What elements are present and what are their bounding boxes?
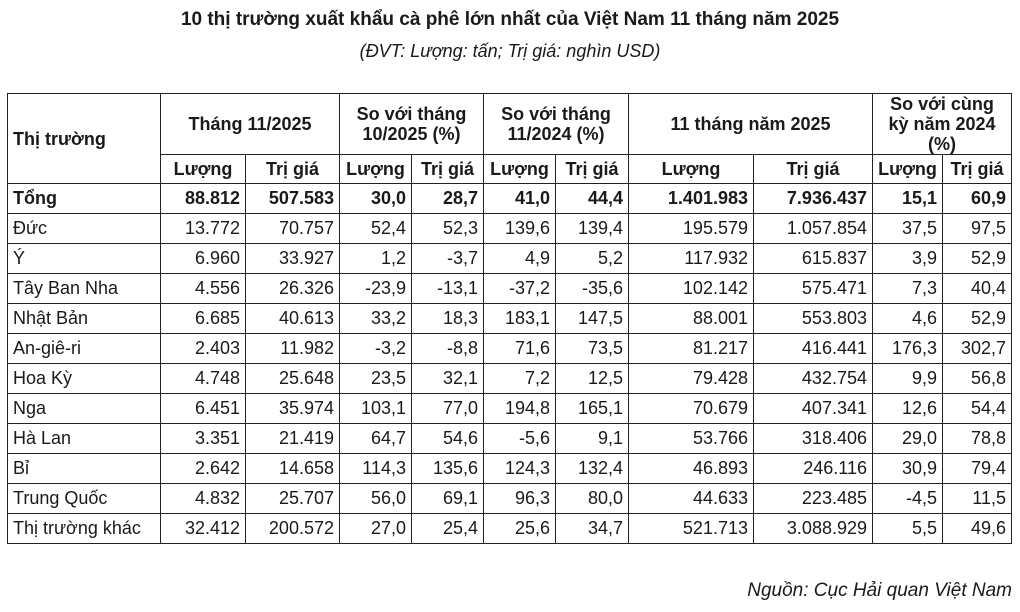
market-name-cell: Hà Lan bbox=[8, 424, 161, 454]
value-cell: -23,9 bbox=[340, 274, 412, 304]
value-cell: 139,4 bbox=[556, 214, 629, 244]
value-cell: -3,7 bbox=[412, 244, 484, 274]
value-cell: 69,1 bbox=[412, 484, 484, 514]
value-cell: 53.766 bbox=[629, 424, 754, 454]
value-cell: 52,3 bbox=[412, 214, 484, 244]
value-cell: 79.428 bbox=[629, 364, 754, 394]
value-cell: 78,8 bbox=[943, 424, 1012, 454]
value-cell: 23,5 bbox=[340, 364, 412, 394]
table-row bbox=[8, 304, 1012, 334]
value-cell: 54,4 bbox=[943, 394, 1012, 424]
table-row bbox=[8, 424, 1012, 454]
value-cell: 80,0 bbox=[556, 484, 629, 514]
value-cell: 6.960 bbox=[161, 244, 246, 274]
value-cell: 77,0 bbox=[412, 394, 484, 424]
market-name-cell: Nga bbox=[8, 394, 161, 424]
market-name-cell: Tổng bbox=[8, 184, 161, 214]
group-header-nov-2025: Tháng 11/2025 bbox=[161, 94, 340, 155]
unit-note: (ĐVT: Lượng: tấn; Trị giá: nghìn USD) bbox=[359, 41, 661, 61]
value-cell: 70.757 bbox=[246, 214, 340, 244]
value-cell: 3.351 bbox=[161, 424, 246, 454]
value-cell: 46.893 bbox=[629, 454, 754, 484]
table-row bbox=[8, 364, 1012, 394]
value-cell: -3,2 bbox=[340, 334, 412, 364]
value-cell: 223.485 bbox=[754, 484, 873, 514]
sub-header-value: Trị giá bbox=[556, 155, 629, 184]
value-cell: 1.401.983 bbox=[629, 184, 754, 214]
market-name-cell: An-giê-ri bbox=[8, 334, 161, 364]
group-header-vs-nov-2024: So với tháng 11/2024 (%) bbox=[484, 94, 629, 155]
table-row bbox=[8, 334, 1012, 364]
value-cell: 147,5 bbox=[556, 304, 629, 334]
table-row bbox=[8, 274, 1012, 304]
table-row bbox=[8, 214, 1012, 244]
value-cell: 5,5 bbox=[873, 514, 943, 544]
value-cell: 56,0 bbox=[340, 484, 412, 514]
export-markets-table bbox=[7, 93, 1012, 544]
value-cell: -13,1 bbox=[412, 274, 484, 304]
value-cell: 4.748 bbox=[161, 364, 246, 394]
market-name-cell: Đức bbox=[8, 214, 161, 244]
value-cell: 12,6 bbox=[873, 394, 943, 424]
sub-header-quantity: Lượng bbox=[873, 155, 943, 184]
value-cell: 28,7 bbox=[412, 184, 484, 214]
value-cell: 117.932 bbox=[629, 244, 754, 274]
sub-header-value: Trị giá bbox=[943, 155, 1012, 184]
value-cell: 507.583 bbox=[246, 184, 340, 214]
value-cell: 246.116 bbox=[754, 454, 873, 484]
value-cell: 34,7 bbox=[556, 514, 629, 544]
sub-header-quantity: Lượng bbox=[340, 155, 412, 184]
value-cell: -8,8 bbox=[412, 334, 484, 364]
sub-header-quantity: Lượng bbox=[161, 155, 246, 184]
value-cell: 124,3 bbox=[484, 454, 556, 484]
market-name-cell: Ý bbox=[8, 244, 161, 274]
group-header-11-months-2025: 11 tháng năm 2025 bbox=[629, 94, 873, 155]
value-cell: 553.803 bbox=[754, 304, 873, 334]
value-cell: 15,1 bbox=[873, 184, 943, 214]
value-cell: 97,5 bbox=[943, 214, 1012, 244]
group-header-vs-same-period-2024: So với cùng kỳ năm 2024 (%) bbox=[873, 94, 1012, 155]
market-name-cell: Trung Quốc bbox=[8, 484, 161, 514]
value-cell: 30,0 bbox=[340, 184, 412, 214]
value-cell: 4.832 bbox=[161, 484, 246, 514]
value-cell: 9,9 bbox=[873, 364, 943, 394]
value-cell: 11,5 bbox=[943, 484, 1012, 514]
value-cell: 13.772 bbox=[161, 214, 246, 244]
value-cell: 176,3 bbox=[873, 334, 943, 364]
value-cell: 18,3 bbox=[412, 304, 484, 334]
sub-header-value: Trị giá bbox=[754, 155, 873, 184]
value-cell: -5,6 bbox=[484, 424, 556, 454]
value-cell: 52,9 bbox=[943, 244, 1012, 274]
market-name-cell: Hoa Kỳ bbox=[8, 364, 161, 394]
value-cell: 14.658 bbox=[246, 454, 340, 484]
market-name-cell: Thị trường khác bbox=[8, 514, 161, 544]
value-cell: 183,1 bbox=[484, 304, 556, 334]
value-cell: 114,3 bbox=[340, 454, 412, 484]
value-cell: 96,3 bbox=[484, 484, 556, 514]
value-cell: 52,4 bbox=[340, 214, 412, 244]
value-cell: 25.648 bbox=[246, 364, 340, 394]
value-cell: -37,2 bbox=[484, 274, 556, 304]
value-cell: 2.403 bbox=[161, 334, 246, 364]
value-cell: 135,6 bbox=[412, 454, 484, 484]
table-row bbox=[8, 244, 1012, 274]
value-cell: 4,6 bbox=[873, 304, 943, 334]
value-cell: 27,0 bbox=[340, 514, 412, 544]
market-name-cell: Tây Ban Nha bbox=[8, 274, 161, 304]
value-cell: 33,2 bbox=[340, 304, 412, 334]
value-cell: 44,4 bbox=[556, 184, 629, 214]
market-name-cell: Nhật Bản bbox=[8, 304, 161, 334]
value-cell: 73,5 bbox=[556, 334, 629, 364]
table-row bbox=[8, 394, 1012, 424]
market-column-header: Thị trường bbox=[8, 94, 161, 184]
value-cell: 32,1 bbox=[412, 364, 484, 394]
value-cell: 32.412 bbox=[161, 514, 246, 544]
value-cell: 7,3 bbox=[873, 274, 943, 304]
value-cell: 1.057.854 bbox=[754, 214, 873, 244]
value-cell: 33.927 bbox=[246, 244, 340, 274]
value-cell: 302,7 bbox=[943, 334, 1012, 364]
value-cell: 195.579 bbox=[629, 214, 754, 244]
header-row-groups bbox=[8, 94, 1012, 155]
source-note: Nguồn: Cục Hải quan Việt Nam bbox=[747, 580, 1012, 601]
value-cell: 79,4 bbox=[943, 454, 1012, 484]
table-row bbox=[8, 514, 1012, 544]
value-cell: 71,6 bbox=[484, 334, 556, 364]
value-cell: 7.936.437 bbox=[754, 184, 873, 214]
value-cell: 52,9 bbox=[943, 304, 1012, 334]
sub-header-value: Trị giá bbox=[412, 155, 484, 184]
table-row bbox=[8, 454, 1012, 484]
value-cell: 25,4 bbox=[412, 514, 484, 544]
value-cell: 139,6 bbox=[484, 214, 556, 244]
value-cell: 49,6 bbox=[943, 514, 1012, 544]
value-cell: 21.419 bbox=[246, 424, 340, 454]
value-cell: 60,9 bbox=[943, 184, 1012, 214]
value-cell: 4.556 bbox=[161, 274, 246, 304]
value-cell: 407.341 bbox=[754, 394, 873, 424]
market-name-cell: Bỉ bbox=[8, 454, 161, 484]
value-cell: 165,1 bbox=[556, 394, 629, 424]
sub-header-value: Trị giá bbox=[246, 155, 340, 184]
value-cell: 40.613 bbox=[246, 304, 340, 334]
value-cell: -4,5 bbox=[873, 484, 943, 514]
value-cell: 194,8 bbox=[484, 394, 556, 424]
value-cell: 41,0 bbox=[484, 184, 556, 214]
value-cell: 9,1 bbox=[556, 424, 629, 454]
value-cell: 70.679 bbox=[629, 394, 754, 424]
value-cell: -35,6 bbox=[556, 274, 629, 304]
table-row bbox=[8, 484, 1012, 514]
value-cell: 25.707 bbox=[246, 484, 340, 514]
value-cell: 200.572 bbox=[246, 514, 340, 544]
value-cell: 3.088.929 bbox=[754, 514, 873, 544]
value-cell: 102.142 bbox=[629, 274, 754, 304]
value-cell: 4,9 bbox=[484, 244, 556, 274]
value-cell: 132,4 bbox=[556, 454, 629, 484]
value-cell: 40,4 bbox=[943, 274, 1012, 304]
value-cell: 575.471 bbox=[754, 274, 873, 304]
value-cell: 88.001 bbox=[629, 304, 754, 334]
value-cell: 432.754 bbox=[754, 364, 873, 394]
value-cell: 615.837 bbox=[754, 244, 873, 274]
value-cell: 37,5 bbox=[873, 214, 943, 244]
value-cell: 81.217 bbox=[629, 334, 754, 364]
value-cell: 11.982 bbox=[246, 334, 340, 364]
value-cell: 88.812 bbox=[161, 184, 246, 214]
value-cell: 54,6 bbox=[412, 424, 484, 454]
sub-header-quantity: Lượng bbox=[484, 155, 556, 184]
value-cell: 56,8 bbox=[943, 364, 1012, 394]
value-cell: 521.713 bbox=[629, 514, 754, 544]
value-cell: 416.441 bbox=[754, 334, 873, 364]
value-cell: 6.451 bbox=[161, 394, 246, 424]
group-header-vs-oct-2025: So với tháng 10/2025 (%) bbox=[340, 94, 484, 155]
value-cell: 30,9 bbox=[873, 454, 943, 484]
value-cell: 29,0 bbox=[873, 424, 943, 454]
value-cell: 35.974 bbox=[246, 394, 340, 424]
value-cell: 5,2 bbox=[556, 244, 629, 274]
value-cell: 26.326 bbox=[246, 274, 340, 304]
value-cell: 25,6 bbox=[484, 514, 556, 544]
total-row bbox=[8, 184, 1012, 214]
value-cell: 1,2 bbox=[340, 244, 412, 274]
page-title: 10 thị trường xuất khẩu cà phê lớn nhất của Việt Nam 11 tháng năm 2025 bbox=[180, 9, 840, 30]
value-cell: 2.642 bbox=[161, 454, 246, 484]
value-cell: 103,1 bbox=[340, 394, 412, 424]
value-cell: 318.406 bbox=[754, 424, 873, 454]
value-cell: 64,7 bbox=[340, 424, 412, 454]
value-cell: 6.685 bbox=[161, 304, 246, 334]
sub-header-quantity: Lượng bbox=[629, 155, 754, 184]
value-cell: 12,5 bbox=[556, 364, 629, 394]
value-cell: 3,9 bbox=[873, 244, 943, 274]
value-cell: 44.633 bbox=[629, 484, 754, 514]
value-cell: 7,2 bbox=[484, 364, 556, 394]
